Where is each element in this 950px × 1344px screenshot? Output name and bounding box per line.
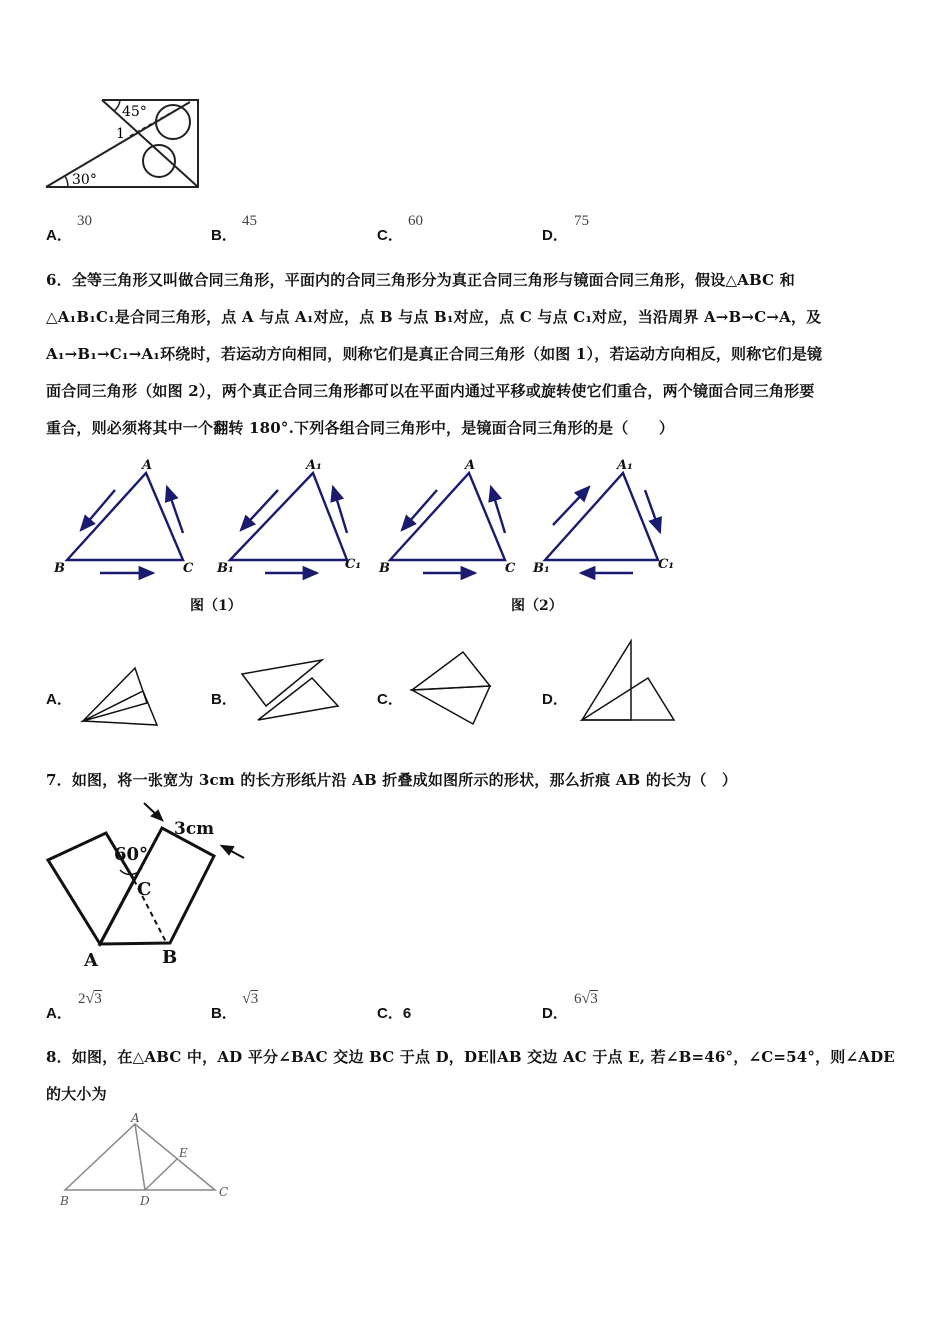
q6-option-b-figure [238, 656, 348, 726]
q5-circle-top [156, 105, 190, 139]
q7-label-b: B [162, 947, 178, 968]
q7-option-b-value [242, 990, 258, 1008]
q5-option-a-value: 30 [77, 213, 92, 229]
q6-line-4: 面合同三角形（如图 2），两个真正合同三角形都可以在平面内通过平移或旋转使它们重合，两个镜面合同三角形要 [46, 382, 815, 400]
q6-line-2: △A₁B₁C₁是合同三角形，点 A 与点 A₁对应，点 B 与点 B₁对应，点 C 与点 C₁对应，当沿周界 A→B→C→A，及 [46, 308, 822, 326]
q6-option-c-figure [408, 648, 498, 728]
q7-option-c-value: 6 [402, 1005, 412, 1022]
q6-fig1-label-a: A [142, 458, 153, 473]
q7-option-d-letter[interactable]: D． [542, 1005, 568, 1022]
q5-option-b-letter[interactable]: B． [211, 227, 237, 244]
q5-label-30: 30° [72, 172, 97, 188]
q5-option-b-value: 45 [242, 213, 257, 229]
q6-fig2-label-b1: B₁ [533, 561, 550, 576]
q7-option-b-letter[interactable]: B． [211, 1005, 237, 1022]
q7-label-3cm: 3cm [174, 819, 215, 839]
q6-fig2-label-c: C [505, 561, 516, 576]
q7-question-text: 7．如图，将一张宽为 3cm 的长方形纸片沿 AB 折叠成如图所示的形状，那么折痕 AB 的长为（ ） [46, 771, 738, 789]
sqrt-icon: √ [242, 990, 251, 1007]
q7-option-d-value [574, 990, 598, 1008]
q6-fig1-label-c: C [183, 561, 194, 576]
q6-option-d-letter[interactable]: D． [542, 691, 568, 708]
q7-option-a-coef: 2 [78, 991, 86, 1007]
q6-figures [45, 455, 695, 585]
sqrt-icon: √ [581, 990, 591, 1007]
q6-fig1-arrow-c1a1 [333, 487, 347, 533]
q7-label-60: 60° [114, 844, 149, 865]
q8-line-1: 8．如图，在△ABC 中，AD 平分∠BAC 交边 BC 于点 D，DE∥AB 交边 AC 于点 E, 若∠B=46°，∠C=54°，则∠ADE [46, 1048, 895, 1066]
sqrt-icon: √ [85, 990, 95, 1007]
q8-segment-ad [135, 1124, 145, 1190]
q6-fig2-caption: 图（2） [511, 598, 563, 614]
q7-option-d-coef: 6 [574, 991, 582, 1007]
q6-line-1: 6．全等三角形又叫做合同三角形，平面内的合同三角形分为真正合同三角形与镜面合同三角形，假设△ABC 和 [46, 271, 795, 289]
q6-fig1-label-b: B [54, 561, 65, 576]
q8-label-d: D [140, 1194, 150, 1208]
q6-line-5: 重合，则必须将其中一个翻转 180°.下列各组合同三角形中，是镜面合同三角形的是（ ） [46, 419, 675, 437]
q6-fig2-label-a: A [465, 458, 476, 473]
q7-option-d-rad: 3 [590, 991, 598, 1007]
q6-line-3: A₁→B₁→C₁→A₁环绕时，若运动方向相同，则称它们是真正合同三角形（如图 1），若运动方向相反，则称它们是镜 [46, 345, 823, 363]
q8-label-e: E [179, 1146, 188, 1160]
q6-fig1-triangle-a1b1c1 [230, 473, 347, 560]
q8-segment-de [145, 1159, 177, 1190]
q6-option-d-figure [578, 638, 678, 723]
q6-option-a-letter[interactable]: A． [46, 691, 72, 708]
q5-option-a-letter[interactable]: A． [46, 227, 72, 244]
q8-label-c: C [219, 1185, 229, 1199]
q6-fig2-label-a1: A₁ [617, 458, 633, 473]
q5-option-d-letter[interactable]: D． [542, 227, 568, 244]
q6-fig1-triangle-abc [67, 473, 183, 560]
q7-figure [44, 800, 254, 970]
q6-fig2-arrow-a1c1 [645, 490, 660, 532]
q6-fig1-arrow-a1b1 [241, 490, 278, 530]
q6-question-text [46, 262, 906, 447]
q7-option-c-letter-text: C． [377, 1005, 403, 1022]
q6-fig1-caption: 图（1） [190, 598, 242, 614]
q7-option-b-rad: 3 [250, 991, 259, 1007]
q6-fig1-label-a1: A₁ [306, 458, 322, 473]
q7-option-c-letter[interactable] [377, 1002, 411, 1023]
q5-option-c-value: 60 [408, 213, 423, 229]
q6-option-a-figure [75, 665, 165, 730]
q6-fig2-triangle-abc [390, 473, 505, 560]
q7-option-a-value [78, 990, 102, 1008]
q7-option-a-letter[interactable]: A． [46, 1005, 72, 1022]
q6-fig1-label-c1: C₁ [345, 557, 362, 572]
q7-option-a-rad: 3 [94, 991, 102, 1007]
q6-option-b-letter[interactable]: B． [211, 691, 237, 708]
q6-fig2-label-c1: C₁ [658, 557, 675, 572]
q8-label-a: A [131, 1111, 140, 1125]
q6-fig2-arrow-ca [491, 487, 505, 533]
q5-option-c-letter[interactable]: C． [377, 227, 403, 244]
q7-label-a: A [84, 950, 98, 971]
q5-label-1: 1 [116, 126, 125, 142]
q8-label-b: B [60, 1194, 69, 1208]
q6-fig2-arrow-ab [402, 490, 437, 530]
q6-fig2-label-b: B [379, 561, 390, 576]
q6-fig1-label-b1: B₁ [217, 561, 234, 576]
q7-label-c: C [137, 879, 152, 900]
q6-fig2-arrow-b1a1 [553, 487, 589, 525]
q6-option-c-letter[interactable]: C． [377, 691, 403, 708]
q5-angle-arc-top [114, 100, 120, 111]
q6-fig1-arrow-ab [81, 490, 115, 530]
q5-label-45: 45° [122, 104, 147, 120]
q5-angle-arc-bottom [65, 176, 68, 187]
q8-figure [55, 1112, 240, 1212]
q5-option-d-value: 75 [574, 213, 589, 229]
q8-question-text [46, 1039, 906, 1113]
q5-figure [40, 92, 210, 197]
q8-line-2: 的大小为 [46, 1085, 107, 1103]
